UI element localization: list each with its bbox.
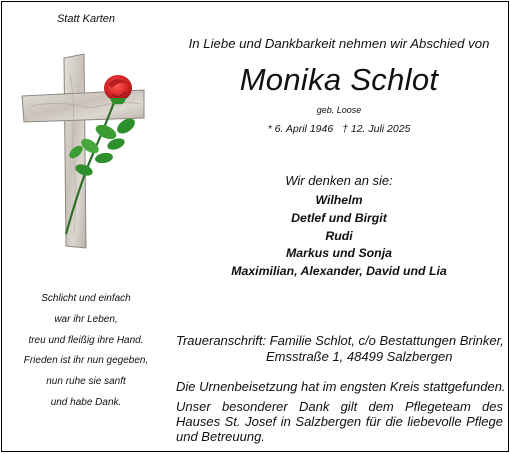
poem-line: und habe Dank. (50, 396, 122, 408)
address-line: Emsstraße 1, 48499 Salzbergen (266, 349, 453, 364)
cross-with-rose-icon (20, 34, 150, 252)
mourner-name: Wilhelm (315, 193, 363, 207)
left-column (2, 2, 170, 451)
poem-line: Frieden ist ihr nun gegeben, (23, 355, 149, 367)
burial-note: Die Urnenbeisetzung hat im engsten Kreis stattgefunden. (176, 379, 506, 394)
mourner-name: Detlef und Birgit (291, 210, 387, 225)
address-line: Traueranschrift: Familie Schlot, c/o Bestattungen Brinker, (176, 333, 504, 348)
poem-line: nun ruhe sie sanft (46, 376, 126, 388)
poem-line: Schlicht und einfach (41, 293, 131, 304)
right-column (172, 2, 506, 451)
obituary-card (1, 1, 509, 452)
maiden-name: geb. Loose (316, 105, 362, 115)
thanks-note: Unser besonderer Dank gilt dem Pflegeteam des Hauses St. Josef in Salzbergen für die liebevolle Pflege und Betreuung. (176, 399, 503, 444)
deceased-name: Monika Schlot (239, 62, 439, 97)
funeral-address (176, 333, 506, 365)
death-date: † 12. Juli 2025 (342, 123, 411, 135)
intro-text: In Liebe und Dankbarkeit nehmen wir Abschied von (188, 36, 490, 51)
poem-line: war ihr Leben, (54, 313, 118, 325)
birth-date: * 6. April 1946 (267, 123, 334, 135)
mourner-name: Rudi (325, 228, 353, 243)
statt-karten-label: Statt Karten (56, 13, 116, 25)
think-of-heading: Wir denken an sie: (285, 173, 393, 188)
mourners-list (172, 192, 506, 281)
poem-line: treu und fleißig ihre Hand. (28, 334, 144, 346)
poem (2, 289, 170, 414)
life-dates (172, 123, 506, 135)
mourner-name: Markus und Sonja (286, 246, 392, 261)
mourner-name: Maximilian, Alexander, David und Lia (231, 264, 447, 279)
